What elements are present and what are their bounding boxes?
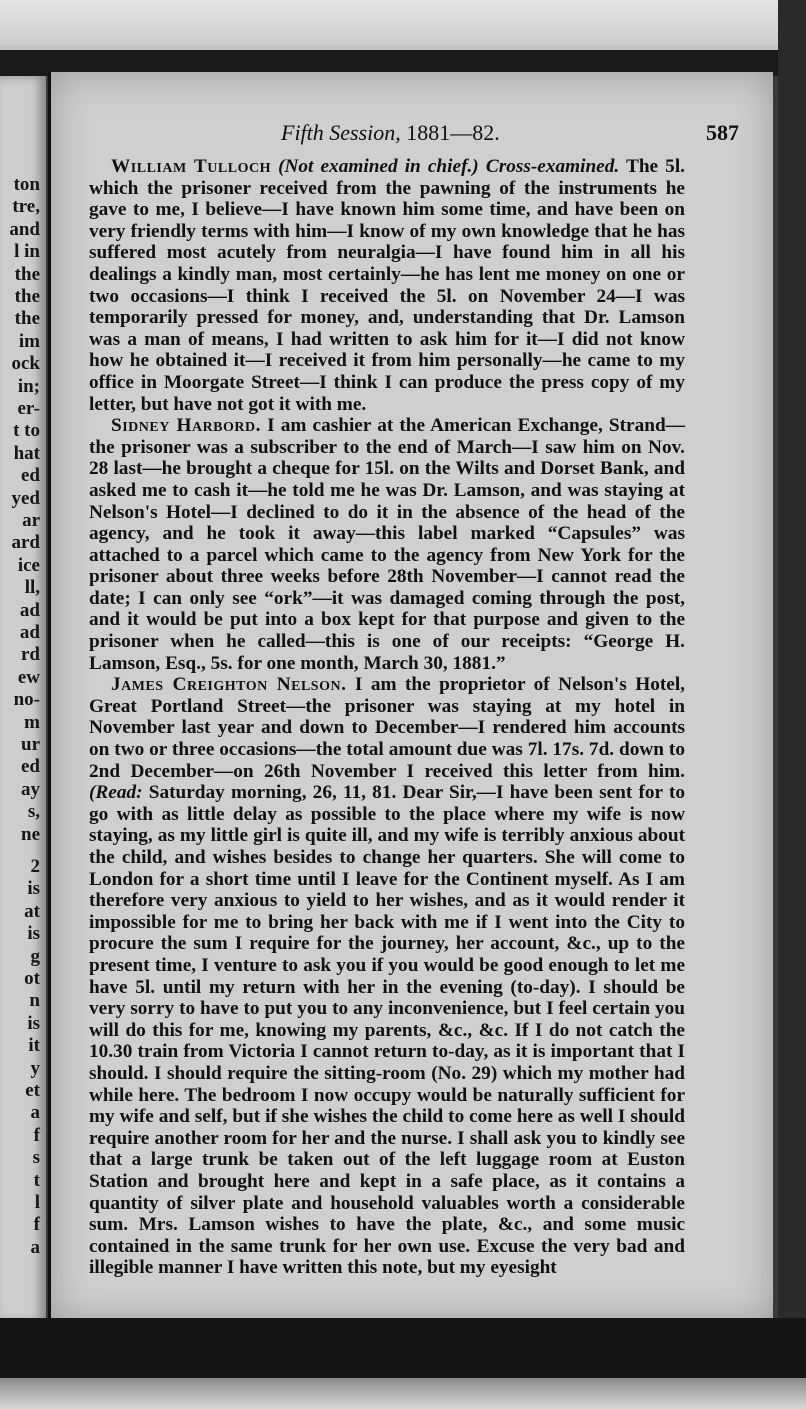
page-number: 587 (706, 120, 739, 145)
facing-page-fragment: ard (11, 532, 40, 554)
facing-page-fragment: ad (19, 622, 40, 643)
facing-page-fragment: the (14, 308, 40, 330)
binding-shadow-bottom (0, 1318, 806, 1380)
facing-page-fragment: m (24, 711, 40, 733)
page-body (89, 156, 685, 1279)
paragraph-nelson (89, 674, 685, 1279)
facing-page-fragment: ot (24, 968, 40, 989)
facing-page-fragment: g (30, 945, 40, 967)
testimony-text: I am cashier at the American Exchange, Strand—the prisoner was a subscriber to the end of March—I saw him on Nov. 28 last—he brought a cheque for 15l. on the Wilts and Dorset Bank, and asked me to cash it—he told me he was Dr. Lamson, and was staying at Nelson's Hotel—I declined to do it in the absence of the head of the agency, and he took it away—this label marked “Capsules” was attached to a parcel which came to the agency from New York for the prisoner about three weeks before 28th November—I cannot read the date; I can only see “ork”—it was damaged coming through the post, and it would be put into a box kept for that purpose and given to the prisoner when he called—this is one of our receipts: “George H. Lamson, Esq., 5s. for one month, March 30, 1881.” (89, 415, 685, 674)
facing-page-fragment: the (14, 286, 40, 307)
facing-page-fragment: tre, (12, 196, 40, 218)
examination-label: Cross-examined. (485, 156, 620, 177)
session-title (281, 120, 500, 146)
facing-page-fragment: yed (11, 487, 40, 509)
facing-page-edge (0, 76, 46, 1322)
facing-page-fragment: a (30, 1102, 40, 1124)
facing-page-fragment: ne (21, 823, 40, 845)
facing-page-fragment: is (27, 923, 40, 945)
scan-background-bottom (0, 1378, 806, 1409)
facing-page-fragment: ice (17, 554, 40, 576)
facing-page-fragment: ll, (24, 577, 40, 599)
facing-page-fragment: is (27, 878, 40, 900)
facing-page-fragment: ed (21, 756, 40, 778)
letter-text: Saturday morning, 26, 11, 81. Dear Sir,—I have been sent for to go with as little delay as possible to the place where my wife is now staying, as my little girl is quite ill, and my wife is terribly anxious about the child, and wishes besides to change her quarters. She will come to London for a short time until I leave for the Continent myself. As I am therefore very anxious to yield to her wishes, and as it would render it impossible for me to bring her back with me if I went into the City to procure the sum I require for the journey, her account, &c., up to the present time, I venture to ask you if you would be good enough to let me have 5l. until my return with her in the evening (to-day). I should be very sorry to have to put you to any inconvenience, but I feel certain you will do this for me, knowing my parents, &c., &c. If I do not catch the 10.30 train from Victoria I cannot return to-day, as it is important that I should. I should require the sitting-room (No. 29) which my mother had while here. The bedroom I now occupy would be naturally sufficient for my wife and self, but if she wishes the child to come here as well I should require another room for her and the nurse. I shall ask you to kindly see that a large trunk be taken out of the left luggage room at Euston Station and brought here and kept in a safe place, as it contains a quantity of silver plate and household valuables worth a considerable sum. Mrs. Lamson wishes to have the plate, &c., and some music contained in the same trunk for her own use. Excuse the very bad and illegible manner I have written this note, but my eyesight (89, 782, 685, 1279)
running-header (51, 120, 773, 152)
facing-page-fragment: ed (21, 465, 40, 487)
facing-page-fragment: t to (13, 420, 40, 442)
witness-name: William Tulloch (111, 156, 271, 177)
examination-note: (Not examined in chief.) (278, 156, 479, 177)
facing-page-fragment: it (28, 1035, 40, 1057)
facing-page-fragment: rd (21, 644, 40, 666)
facing-page-fragment: im (18, 330, 40, 352)
session-years: 1881—82. (406, 120, 500, 145)
testimony-text: The 5l. which the prisoner received from the pawning of the instruments he gave to me, I believe—I have known him some time, and have been on very friendly terms with him—I know of my own knowledge that he has suffered most acutely from neuralgia—I have found him in all his dealings a kindly man, most certainly—he has lent me money on one or two occasions—I think I received the 5l. on November 24—I was temporarily pressed for money, and, understanding that Dr. Lamson was a man of means, I had written to ask him for it—I did not know how he obtained it—I received it from him personally—he came to my office in Moorgate Street—I think I can produce the press copy of my letter, but have not got it with me. (89, 156, 686, 415)
facing-page-fragment: s, (27, 801, 40, 823)
facing-page-fragment: t (33, 1169, 40, 1191)
facing-page-fragment: the (14, 263, 40, 285)
facing-page-fragment: ay (21, 778, 40, 800)
scan-background-right (778, 0, 806, 1409)
facing-page-fragment: in; (17, 375, 40, 397)
facing-page-fragment: a (30, 1236, 40, 1258)
facing-page-fragment: and (9, 218, 40, 240)
facing-page-fragment: f (33, 1214, 40, 1236)
facing-page-fragment: l in (14, 241, 40, 263)
witness-name: James Creighton Nelson. (111, 674, 347, 696)
facing-page-fragment: y (30, 1057, 40, 1079)
facing-page-fragment: f (33, 1124, 40, 1146)
testimony-text: I am the proprietor of Nelson's Hotel, Great Portland Street—the prisoner was staying at my hotel in November last year and down to December—I rendered him accounts on two or three occasions—the total amount due was 7l. 17s. 7d. down to 2nd December—on 26th November I received this letter from him. (89, 674, 686, 782)
facing-page-fragment: ad (19, 599, 40, 621)
facing-page-fragment: no- (13, 689, 40, 711)
read-label: (Read: (89, 782, 143, 804)
facing-page-fragment: s (32, 1147, 40, 1169)
witness-name: Sidney Harbord. (111, 415, 261, 437)
paragraph-harbord (89, 415, 685, 674)
facing-page-fragment: is (27, 1012, 40, 1034)
facing-page-fragment: ur (21, 734, 40, 755)
facing-page-fragment: hat (13, 442, 40, 464)
session-title-text: Fifth Session, (281, 120, 401, 145)
facing-page-fragment: at (24, 900, 40, 922)
facing-page-fragment: er- (17, 398, 40, 419)
facing-page-fragment: ock (11, 353, 40, 375)
facing-page-fragment: n (29, 990, 40, 1012)
book-page (48, 72, 773, 1322)
facing-page-fragment: 2 (30, 856, 40, 877)
facing-page-fragment: ar (22, 510, 40, 531)
facing-page-fragment: ton (13, 174, 40, 195)
facing-page-fragment: ew (17, 666, 40, 688)
paragraph-tulloch (89, 156, 685, 415)
facing-page-fragment: l (34, 1192, 40, 1213)
facing-page-fragment: et (25, 1080, 40, 1101)
